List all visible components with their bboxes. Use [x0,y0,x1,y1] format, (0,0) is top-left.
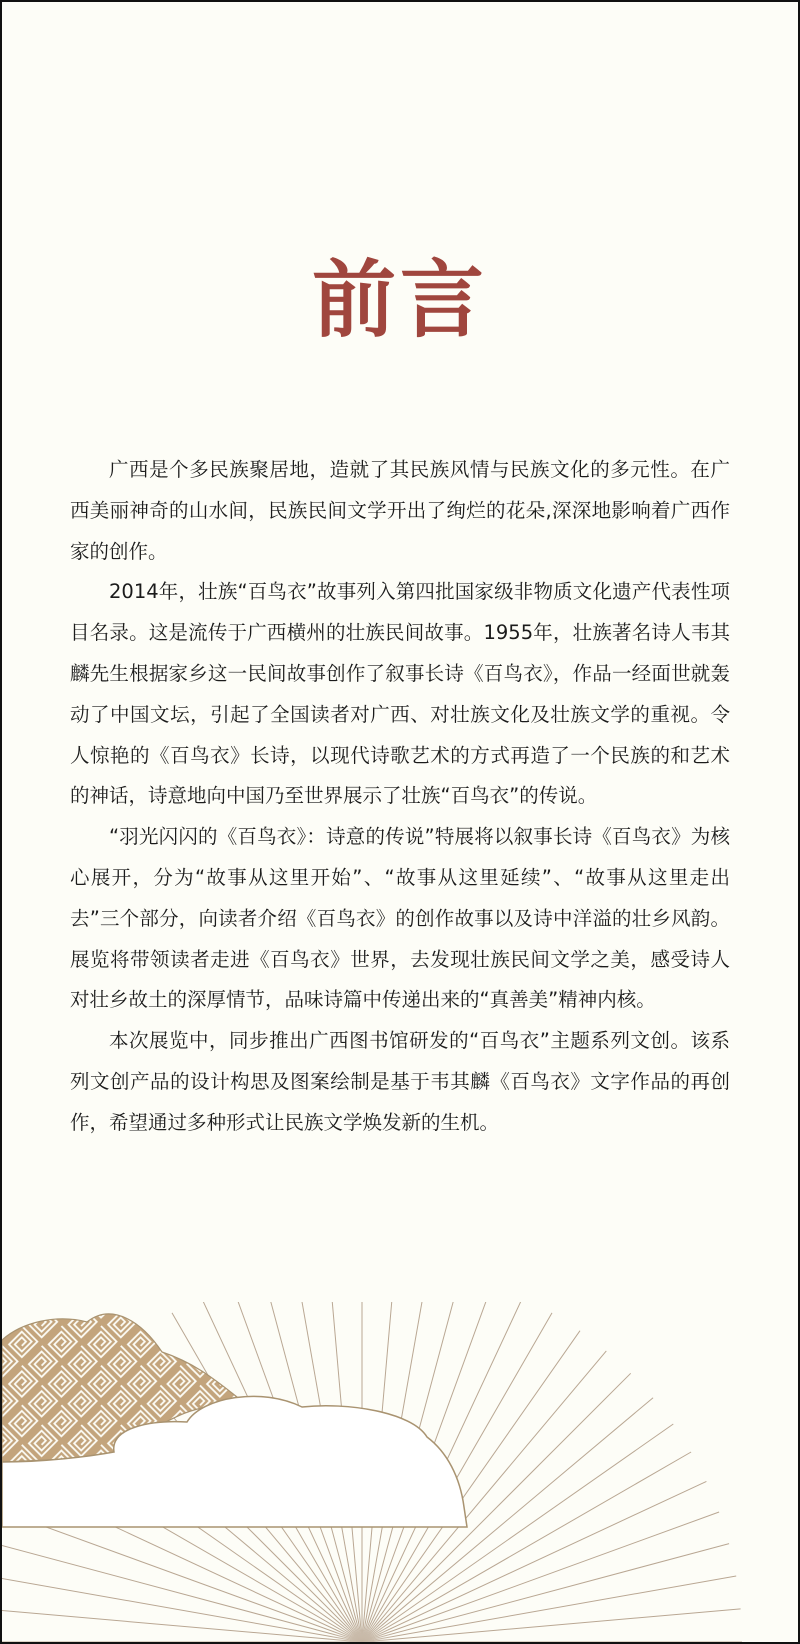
sunburst-cloud-decoration [2,1302,798,1642]
sun-ray [5,1512,362,1642]
preface-body [70,450,730,1144]
paragraph-4: 本次展览中，同步推出广西图书馆研发的“百鸟衣”主题系列文创。该系列文创产品的设计构思及图案绘制是基于韦其麟《百鸟衣》文字作品的再创作，希望通过多种形式让民族文学焕发新的生机。 [70,1029,730,1134]
sun-ray [2,1576,362,1642]
paragraph-2: 2014年，壮族“百鸟衣”故事列入第四批国家级非物质文化遗产代表性项目名录。这是流传于广西横州的壮族民间故事。1955年，壮族著名诗人韦其麟先生根据家乡这一民间故事创作了叙事长诗《百鸟衣》，作品一经面世就轰动了中国文坛，引起了全国读者对广西、对壮族文化及壮族文学的重视。令人惊艳的《百鸟衣》长诗，以现代诗歌艺术的方式再造了一个民族的和艺术的神话，诗意地向中国乃至世界展示了壮族“百鸟衣”的传说。 [70,580,730,808]
sun-ray [362,1609,741,1642]
sun-ray [2,1609,362,1642]
sun-ray [362,1544,729,1642]
sun-ray [362,1512,719,1642]
paragraph-3: “羽光闪闪的《百鸟衣》：诗意的传说”特展将以叙事长诗《百鸟衣》为核心展开，分为“故事从这里开始”、“故事从这里延续”、“故事从这里走出去”三个部分，向读者介绍《百鸟衣》的创作故事以及诗中洋溢的壮乡风韵。展览将带领读者走进《百鸟衣》世界，去发现壮族民间文学之美，感受诗人对壮乡故土的深厚情节，品味诗篇中传递出来的“真善美”精神内核。 [70,825,730,1012]
paragraph-1: 广西是个多民族聚居地，造就了其民族风情与民族文化的多元性。在广西美丽神奇的山水间，民族民间文学开出了绚烂的花朵,深深地影响着广西作家的创作。 [70,458,730,563]
page-title: 前言 [311,250,488,349]
